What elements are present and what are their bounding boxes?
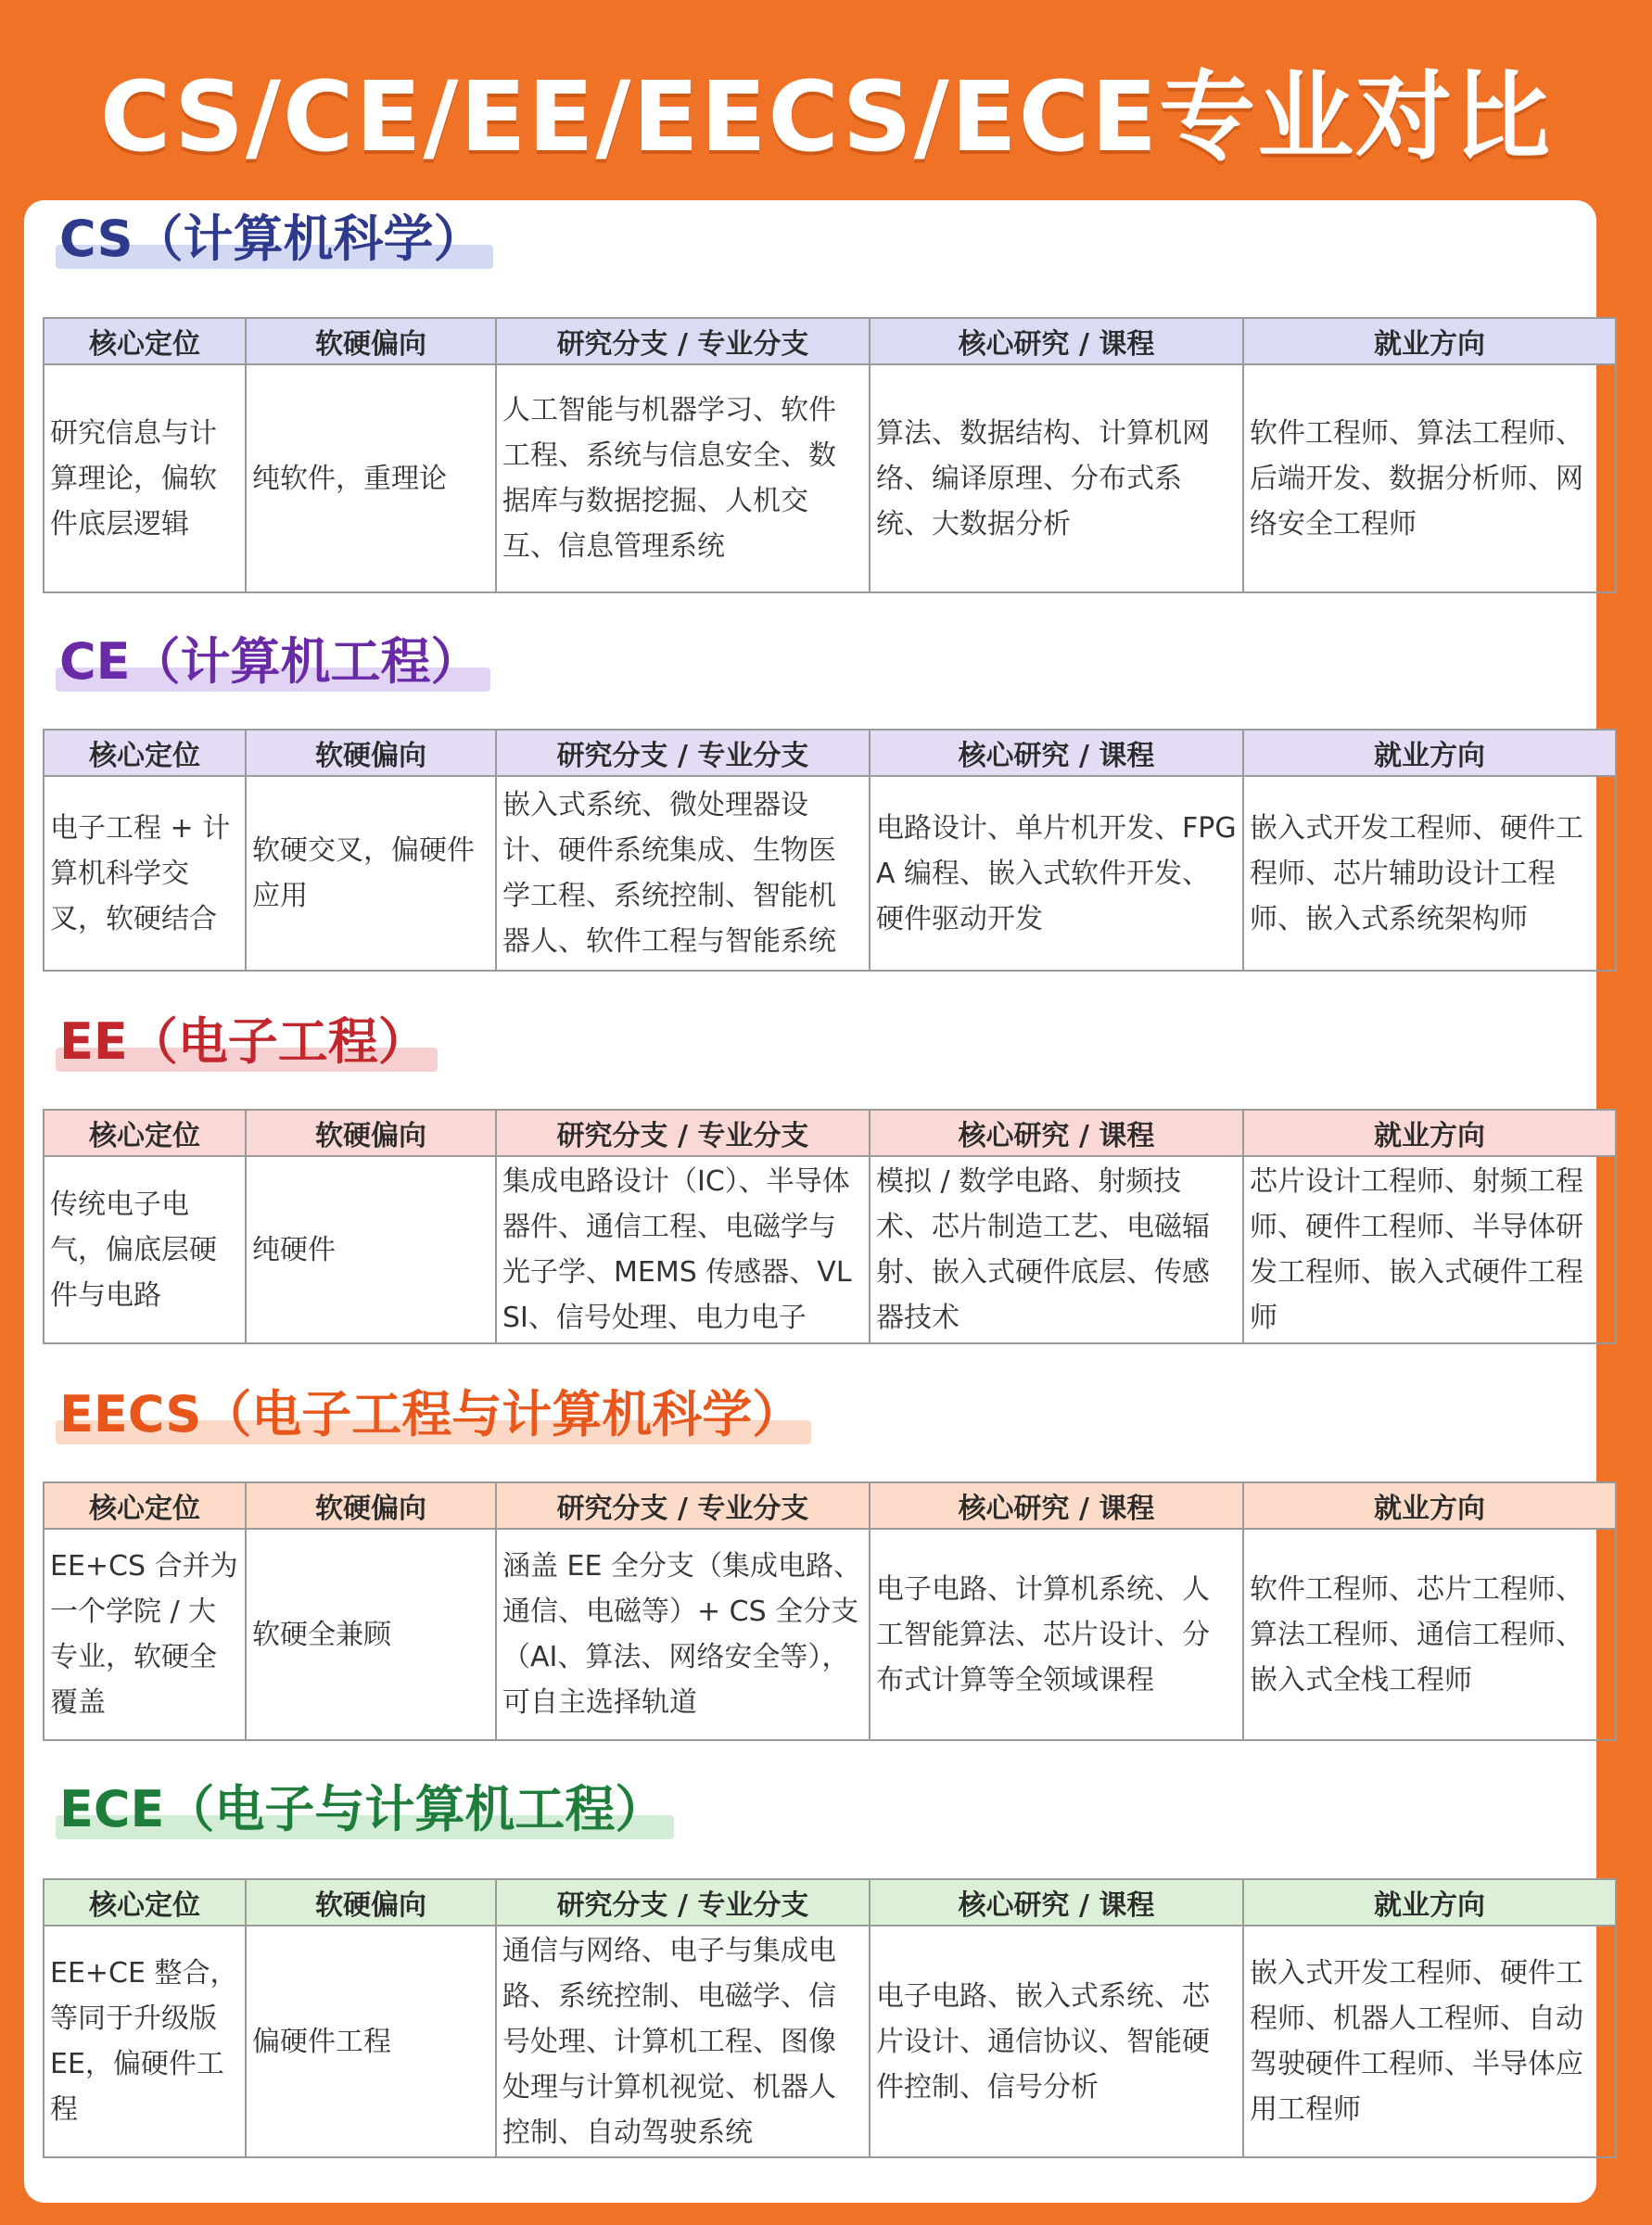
cell-hw-sw-bias: 软硬交叉，偏硬件应用	[246, 776, 496, 971]
cell-hw-sw-bias: 纯软件，重理论	[246, 364, 496, 592]
cell-branches: 人工智能与机器学习、软件工程、系统与信息安全、数据库与数据挖掘、人机交互、信息管理系统	[496, 364, 870, 592]
col-header: 软硬偏向	[246, 1879, 496, 1926]
cell-courses: 电路设计、单片机开发、FPGA 编程、嵌入式软件开发、硬件驱动开发	[870, 776, 1243, 971]
cell-hw-sw-bias: 偏硬件工程	[246, 1926, 496, 2157]
col-header: 核心研究 / 课程	[870, 1482, 1243, 1529]
cell-branches: 通信与网络、电子与集成电路、系统控制、电磁学、信号处理、计算机工程、图像处理与计算机视觉、机器人控制、自动驾驶系统	[496, 1926, 870, 2157]
col-header: 就业方向	[1243, 1482, 1616, 1529]
comparison-table-ce	[43, 729, 1617, 972]
section-heading-eecs	[56, 1381, 811, 1448]
table-header-row	[44, 730, 1616, 776]
cell-careers: 软件工程师、算法工程师、后端开发、数据分析师、网络安全工程师	[1243, 364, 1616, 592]
cell-careers: 软件工程师、芯片工程师、算法工程师、通信工程师、嵌入式全栈工程师	[1243, 1529, 1616, 1740]
section-title: CS（计算机科学）	[59, 210, 484, 268]
cell-courses: 电子电路、嵌入式系统、芯片设计、通信协议、智能硬件控制、信号分析	[870, 1926, 1243, 2157]
table-row	[44, 364, 1616, 592]
cell-hw-sw-bias: 软硬全兼顾	[246, 1529, 496, 1740]
table-header-row	[44, 318, 1616, 364]
table-row	[44, 1529, 1616, 1740]
table-header-row	[44, 1110, 1616, 1156]
col-header: 研究分支 / 专业分支	[496, 318, 870, 364]
col-header: 核心定位	[44, 1879, 246, 1926]
cell-courses: 算法、数据结构、计算机网络、编译原理、分布式系统、大数据分析	[870, 364, 1243, 592]
section-title: CE（计算机工程）	[59, 632, 481, 691]
table-row	[44, 1156, 1616, 1343]
section-heading-ee	[56, 1009, 438, 1075]
cell-careers: 芯片设计工程师、射频工程师、硬件工程师、半导体研发工程师、嵌入式硬件工程师	[1243, 1156, 1616, 1343]
col-header: 核心研究 / 课程	[870, 1110, 1243, 1156]
cell-core-position: EE+CS 合并为一个学院 / 大专业，软硬全覆盖	[44, 1529, 246, 1740]
cell-courses: 模拟 / 数学电路、射频技术、芯片制造工艺、电磁辐射、嵌入式硬件底层、传感器技术	[870, 1156, 1243, 1343]
col-header: 软硬偏向	[246, 1482, 496, 1529]
section-heading-cs	[56, 206, 493, 273]
cell-hw-sw-bias: 纯硬件	[246, 1156, 496, 1343]
cell-core-position: 研究信息与计算理论，偏软件底层逻辑	[44, 364, 246, 592]
col-header: 就业方向	[1243, 318, 1616, 364]
col-header: 核心定位	[44, 1482, 246, 1529]
col-header: 核心定位	[44, 318, 246, 364]
col-header: 研究分支 / 专业分支	[496, 1110, 870, 1156]
col-header: 核心研究 / 课程	[870, 1879, 1243, 1926]
col-header: 就业方向	[1243, 1879, 1616, 1926]
cell-careers: 嵌入式开发工程师、硬件工程师、芯片辅助设计工程师、嵌入式系统架构师	[1243, 776, 1616, 971]
col-header: 核心研究 / 课程	[870, 730, 1243, 776]
col-header: 软硬偏向	[246, 1110, 496, 1156]
cell-careers: 嵌入式开发工程师、硬件工程师、机器人工程师、自动驾驶硬件工程师、半导体应用工程师	[1243, 1926, 1616, 2157]
table-header-row	[44, 1482, 1616, 1529]
section-title: EE（电子工程）	[59, 1012, 428, 1071]
page-title: CS/CE/EE/EECS/ECE专业对比	[99, 60, 1553, 173]
col-header: 研究分支 / 专业分支	[496, 730, 870, 776]
comparison-table-cs	[43, 317, 1617, 593]
comparison-table-ee	[43, 1109, 1617, 1344]
table-header-row	[44, 1879, 1616, 1926]
col-header: 研究分支 / 专业分支	[496, 1879, 870, 1926]
cell-branches: 涵盖 EE 全分支（集成电路、通信、电磁等）+ CS 全分支（AI、算法、网络安全等），可自主选择轨道	[496, 1529, 870, 1740]
section-heading-ce	[56, 629, 490, 695]
section-title: ECE（电子与计算机工程）	[59, 1780, 666, 1838]
cell-branches: 嵌入式系统、微处理器设计、硬件系统集成、生物医学工程、系统控制、智能机器人、软件工程与智能系统	[496, 776, 870, 971]
content-card	[24, 200, 1596, 2203]
col-header: 研究分支 / 专业分支	[496, 1482, 870, 1529]
col-header: 核心研究 / 课程	[870, 318, 1243, 364]
cell-courses: 电子电路、计算机系统、人工智能算法、芯片设计、分布式计算等全领域课程	[870, 1529, 1243, 1740]
cell-core-position: EE+CE 整合，等同于升级版 EE，偏硬件工程	[44, 1926, 246, 2157]
cell-core-position: 电子工程 + 计算机科学交叉，软硬结合	[44, 776, 246, 971]
col-header: 核心定位	[44, 1110, 246, 1156]
col-header: 软硬偏向	[246, 318, 496, 364]
col-header: 就业方向	[1243, 1110, 1616, 1156]
table-row	[44, 1926, 1616, 2157]
table-row	[44, 776, 1616, 971]
section-heading-ece	[56, 1776, 674, 1843]
cell-core-position: 传统电子电气，偏底层硬件与电路	[44, 1156, 246, 1343]
cell-branches: 集成电路设计（IC）、半导体器件、通信工程、电磁学与光子学、MEMS 传感器、VLSI、信号处理、电力电子	[496, 1156, 870, 1343]
section-title: EECS（电子工程与计算机科学）	[59, 1385, 803, 1443]
col-header: 就业方向	[1243, 730, 1616, 776]
comparison-table-eecs	[43, 1481, 1617, 1741]
col-header: 核心定位	[44, 730, 246, 776]
comparison-table-ece	[43, 1878, 1617, 2158]
col-header: 软硬偏向	[246, 730, 496, 776]
